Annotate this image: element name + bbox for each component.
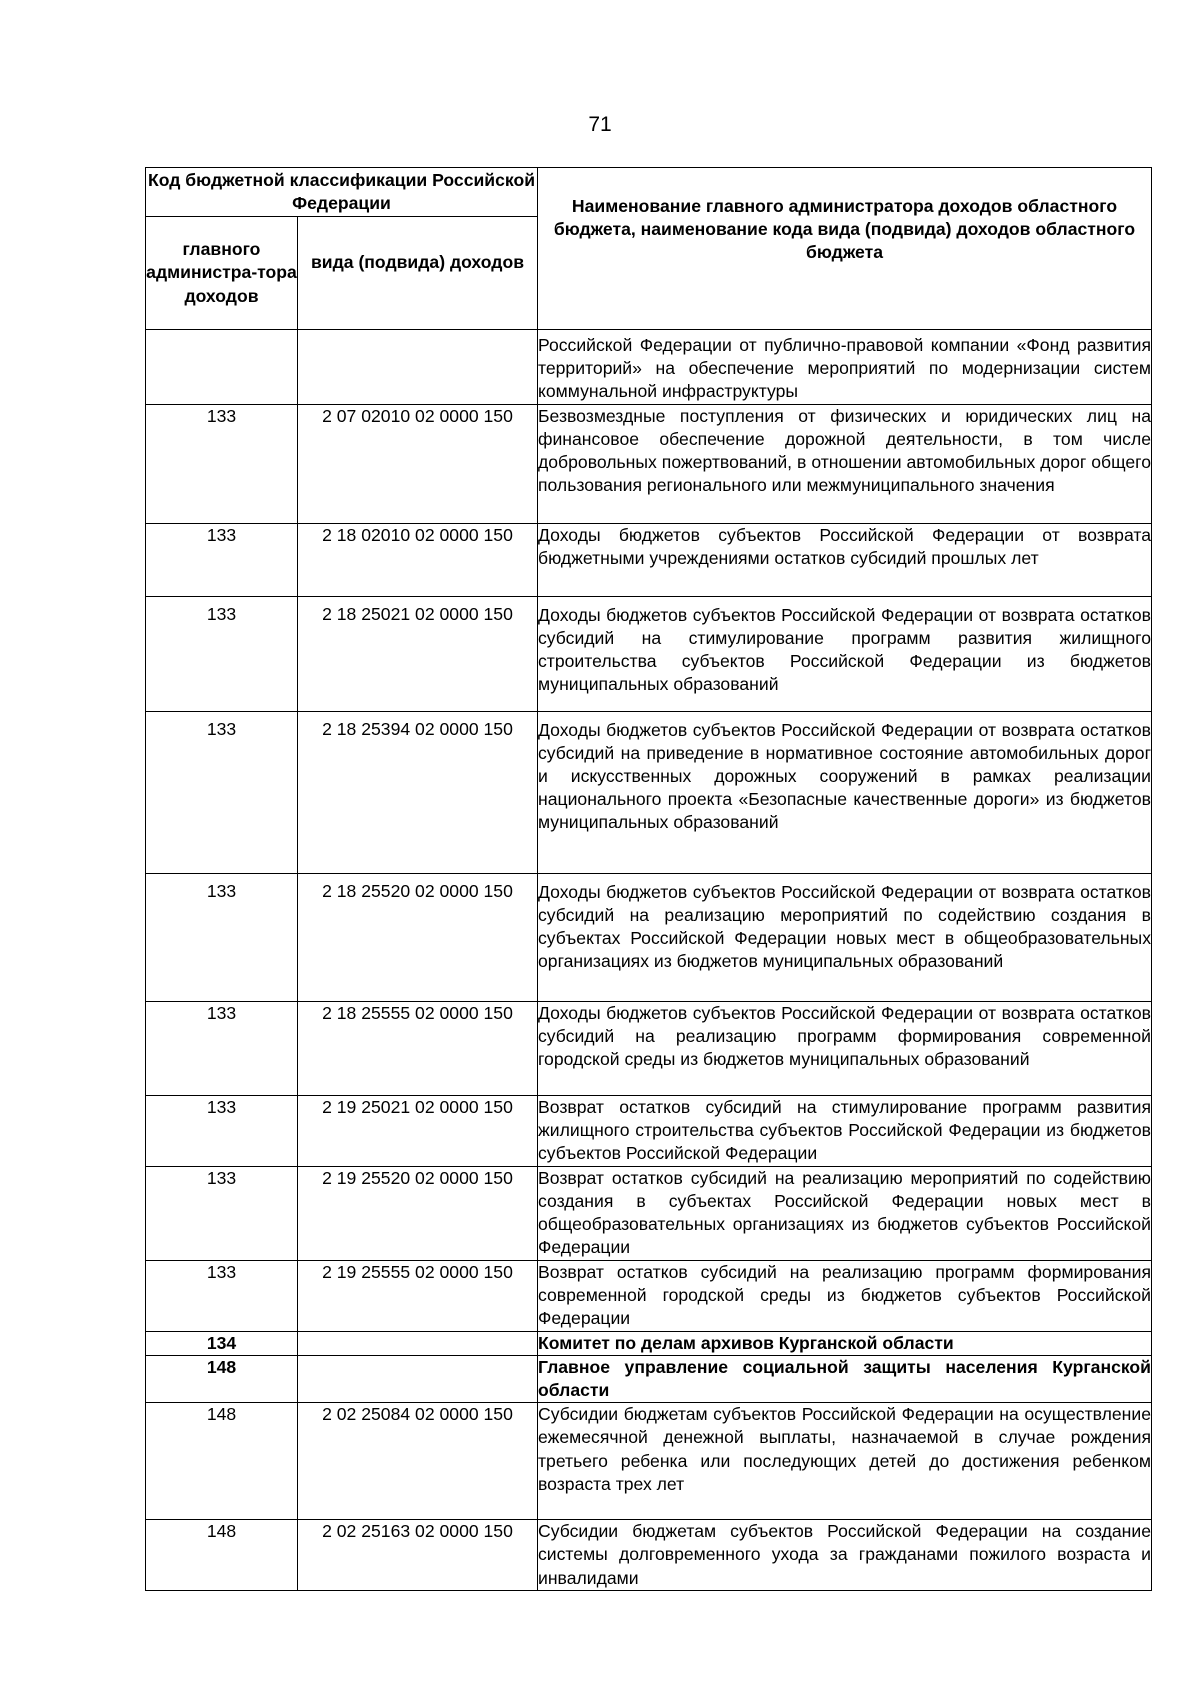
revenue-name-cell: Доходы бюджетов субъектов Российской Федерации от возврата остатков субсидий на реализацию программ формирования современной городской среды из бюджетов муниципальных образований xyxy=(538,1001,1152,1095)
revenue-code-cell: 2 18 02010 02 0000 150 xyxy=(298,523,538,596)
table-row xyxy=(146,1001,1152,1095)
table-row xyxy=(146,1331,1152,1355)
revenue-name-cell: Безвозмездные поступления от физических и юридических лиц на финансовое обеспечение дорожной деятельности, в том числе добровольных пожертвований, в отношении автомобильных дорог общего пользования регионального или межмуниципального значения xyxy=(538,404,1152,523)
admin-code-cell: 148 xyxy=(146,1355,298,1402)
revenue-name-cell: Комитет по делам архивов Курганской области xyxy=(538,1331,1152,1355)
admin-code-cell xyxy=(146,330,298,405)
revenue-code-cell: 2 02 25084 02 0000 150 xyxy=(298,1403,538,1520)
admin-code-cell: 133 xyxy=(146,711,298,873)
revenue-code-cell: 2 18 25394 02 0000 150 xyxy=(298,711,538,873)
admin-code-cell: 134 xyxy=(146,1331,298,1355)
admin-code-cell: 148 xyxy=(146,1403,298,1520)
admin-code-cell: 133 xyxy=(146,596,298,711)
table-row xyxy=(146,596,1152,711)
revenue-code-cell xyxy=(298,330,538,405)
revenue-code-cell: 2 19 25555 02 0000 150 xyxy=(298,1260,538,1331)
revenue-name-cell: Доходы бюджетов субъектов Российской Федерации от возврата бюджетными учреждениями остатков субсидий прошлых лет xyxy=(538,523,1152,596)
revenue-name-cell: Возврат остатков субсидий на стимулирование программ развития жилищного строительства субъектов Российской Федерации из бюджетов субъектов Российской Федерации xyxy=(538,1095,1152,1166)
admin-code-cell: 133 xyxy=(146,523,298,596)
admin-code-cell: 133 xyxy=(146,1001,298,1095)
table-row xyxy=(146,1260,1152,1331)
revenue-code-cell: 2 02 25163 02 0000 150 xyxy=(298,1520,538,1591)
header-classification-code: Код бюджетной классификации Российской Федерации xyxy=(146,168,538,217)
revenue-code-cell: 2 18 25520 02 0000 150 xyxy=(298,873,538,1001)
table-row xyxy=(146,1166,1152,1260)
table-row xyxy=(146,523,1152,596)
admin-code-cell: 133 xyxy=(146,1095,298,1166)
revenue-name-cell: Доходы бюджетов субъектов Российской Федерации от возврата остатков субсидий на стимулирование программ развития жилищного строительства субъектов Российской Федерации из бюджетов муниципальных образований xyxy=(538,596,1152,711)
budget-classification-table xyxy=(145,167,1152,1591)
revenue-code-cell xyxy=(298,1355,538,1402)
revenue-name-cell: Главное управление социальной защиты населения Курганской области xyxy=(538,1355,1152,1402)
revenue-name-cell: Доходы бюджетов субъектов Российской Федерации от возврата остатков субсидий на приведение в нормативное состояние автомобильных дорог и искусственных дорожных сооружений в рамках реализации национального проекта «Безопасные качественные дороги» из бюджетов муниципальных образований xyxy=(538,711,1152,873)
revenue-code-cell: 2 18 25555 02 0000 150 xyxy=(298,1001,538,1095)
page-number: 71 xyxy=(588,113,612,136)
admin-code-cell: 133 xyxy=(146,873,298,1001)
revenue-name-cell: Субсидии бюджетам субъектов Российской Федерации на осуществление ежемесячной денежной выплаты, назначаемой в случае рождения третьего ребенка или последующих детей до достижения ребенком возраста трех лет xyxy=(538,1403,1152,1520)
admin-code-cell: 133 xyxy=(146,404,298,523)
table-row xyxy=(146,873,1152,1001)
revenue-name-cell: Доходы бюджетов субъектов Российской Федерации от возврата остатков субсидий на реализацию мероприятий по содействию создания в субъектах Российской Федерации новых мест в общеобразовательных организациях из бюджетов муниципальных образований xyxy=(538,873,1152,1001)
revenue-name-cell: Возврат остатков субсидий на реализацию мероприятий по содействию создания в субъектах Российской Федерации новых мест в общеобразовательных организациях из бюджетов субъектов Российской Федерации xyxy=(538,1166,1152,1260)
table-row xyxy=(146,711,1152,873)
table-row xyxy=(146,1095,1152,1166)
revenue-code-cell: 2 19 25021 02 0000 150 xyxy=(298,1095,538,1166)
revenue-name-cell: Российской Федерации от публично-правовой компании «Фонд развития территорий» на обеспечение мероприятий по модернизации систем коммунальной инфраструктуры xyxy=(538,330,1152,405)
revenue-name-cell: Субсидии бюджетам субъектов Российской Федерации на создание системы долговременного ухода за гражданами пожилого возраста и инвалидами xyxy=(538,1520,1152,1591)
revenue-code-cell: 2 19 25520 02 0000 150 xyxy=(298,1166,538,1260)
admin-code-cell: 148 xyxy=(146,1520,298,1591)
table-row xyxy=(146,330,1152,405)
header-name: Наименование главного администратора доходов областного бюджета, наименование кода вида (подвида) доходов областного бюджета xyxy=(538,168,1152,330)
header-admin-code: главного администра-тора доходов xyxy=(146,217,298,330)
revenue-code-cell: 2 18 25021 02 0000 150 xyxy=(298,596,538,711)
admin-code-cell: 133 xyxy=(146,1260,298,1331)
admin-code-cell: 133 xyxy=(146,1166,298,1260)
revenue-code-cell: 2 07 02010 02 0000 150 xyxy=(298,404,538,523)
table-row xyxy=(146,1520,1152,1591)
revenue-code-cell xyxy=(298,1331,538,1355)
table-row xyxy=(146,1355,1152,1402)
table-row xyxy=(146,1403,1152,1520)
table-row xyxy=(146,404,1152,523)
header-type-code: вида (подвида) доходов xyxy=(298,217,538,330)
revenue-name-cell: Возврат остатков субсидий на реализацию программ формирования современной городской среды из бюджетов субъектов Российской Федерации xyxy=(538,1260,1152,1331)
